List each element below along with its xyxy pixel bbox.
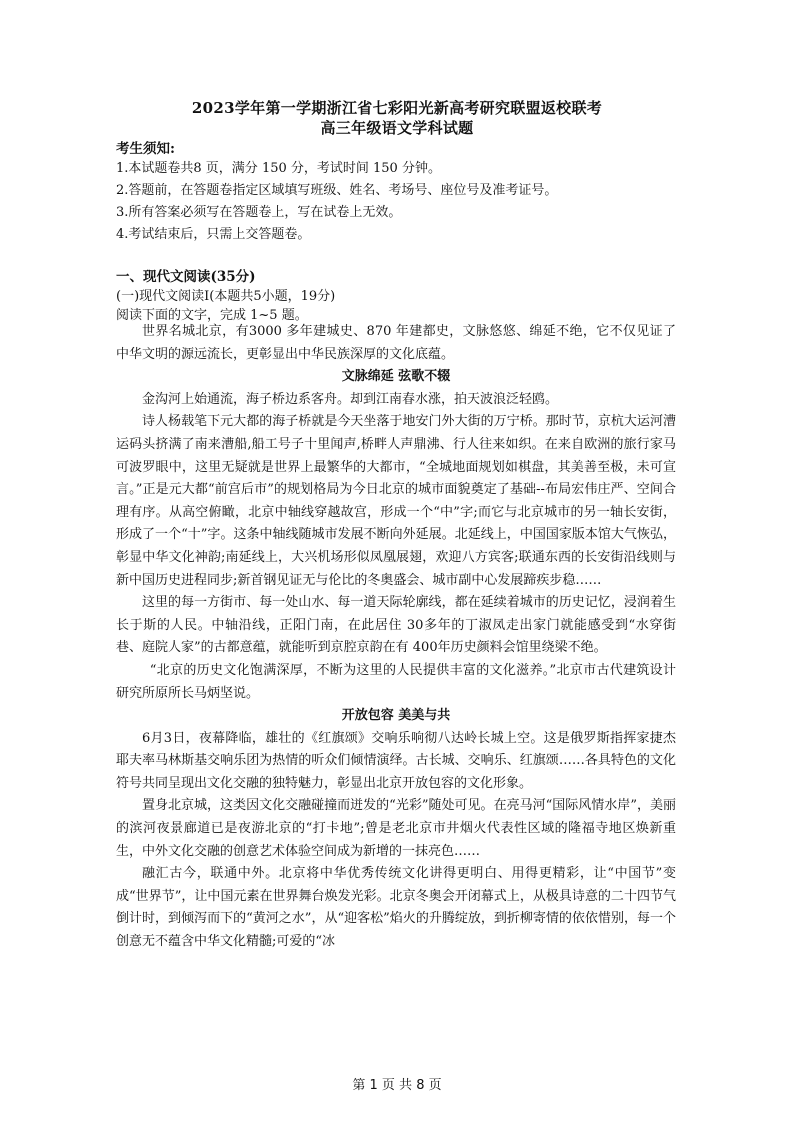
article-paragraph: 6月3日，夜幕降临，雄壮的《红旗颂》交响乐响彻八达岭长城上空。这是俄罗斯指挥家捷杰耶夫率马林斯基交响乐团为热情的听众们倾情演绎。古长城、交响乐、红旗颂……各具特色的文化符号共同呈现出文化交融的独特魅力，彰显出北京开放包容的文化形象。	[116, 730, 676, 791]
article-heading-2: 开放包容 美美与共	[341, 708, 451, 724]
notice-item: 3.所有答案必须写在答题卷上，写在试卷上无效。	[116, 205, 402, 220]
exam-title: 2023学年第一学期浙江省七彩阳光新高考研究联盟返校联考	[191, 99, 603, 117]
page-number: 第 1 页 共 8 页	[352, 1078, 442, 1093]
article-paragraph: 融汇古今，联通中外。北京将中华优秀传统文化讲得更明白、用得更精彩，让“中国节”变成“世界节”，让中国元素在世界舞台焕发光彩。北京冬奥会开闭幕式上，从极具诗意的二十四节气倒计时，到倾泻而下的“黄河之水”，从“迎客松”焰火的升腾绽放，到折柳寄情的依依惜别，每一个创意无不蕴含中华文化精髓;可爱的“冰	[116, 866, 676, 950]
exam-subtitle: 高三年级语文学科试题	[320, 119, 474, 137]
article-paragraph: “北京的历史文化饱满深厚，不断为这里的人民提供丰富的文化滋养。”北京市古代建筑设计研究所原所长马炳坚说。	[116, 662, 676, 701]
notice-item: 1.本试题卷共8 页，满分 150 分，考试时间 150 分钟。	[116, 161, 441, 176]
article-paragraph: 金沟河上始通流，海子桥边系客舟。却到江南春水涨，拍天波浪泛轻鸥。	[142, 391, 559, 407]
notice-item: 4.考试结束后，只需上交答题卷。	[116, 227, 311, 242]
article-paragraph: 诗人杨载笔下元大都的海子桥就是今天坐落于地安门外大街的万宁桥。那时节，京杭大运河漕运码头挤满了南来漕船,船工号子十里闻声,桥畔人声鼎沸、行人往来如织。在来自欧洲的旅行家马可波罗眼中，这里无疑就是世界上最繁华的大都市，“全城地面规划如棋盘，其美善至极，未可宣言。”正是元大都“前宫后市”的规划格局为今日北京的城市面貌奠定了基础--布局宏伟庄严、空间合理有序。从高空俯瞰，北京中轴线穿越故宫，形成一个“中”字;而它与北京城市的另一轴长安街，形成了一个“十”字。这条中轴线随城市发展不断向外延展。北延线上，中国国家版本馆大气恢弘，彰显中华文化神韵;南延线上，大兴机场形似凤凰展翅，欢迎八方宾客;联通东西的长安街沿线则与新中国历史进程同步;新首钢见证无与伦比的冬奥盛会、城市副中心发展蹄疾步稳……	[116, 414, 676, 588]
notice-item: 2.答题前，在答题卷指定区域填写班级、姓名、考场号、座位号及准考证号。	[116, 183, 558, 198]
section-title: 一、现代文阅读(35分)	[116, 269, 256, 285]
section-instruction: 阅读下面的文字，完成 1~5 题。	[116, 308, 308, 323]
article-body	[116, 321, 676, 954]
article-heading-1: 文脉绵延 弦歌不辍	[341, 369, 451, 385]
notice-heading: 考生须知:	[116, 141, 175, 157]
article-paragraph: 这里的每一方街市、每一处山水、每一道天际轮廓线，都在延续着城市的历史记忆，浸润着生长于斯的人民。中轴沿线，正阳门南，在此居住 30多年的丁淑凤走出家门就能感受到“水穿街巷、庭院人家”的古都意蕴，就能听到京腔京韵在有 400年历史颜料会馆里绕梁不绝。	[116, 595, 676, 656]
section-subtitle: (一)现代文阅读Ⅰ(本题共5小题，19分)	[116, 289, 336, 304]
article-intro: 世界名城北京，有3000 多年建城史、870 年建都史，文脉悠悠、绵延不绝，它不仅见证了中华文明的源远流长，更彰显出中华民族深厚的文化底蕴。	[116, 324, 676, 362]
article-paragraph: 置身北京城，这类因文化交融碰撞而迸发的“光彩”随处可见。在亮马河“国际风情水岸”，美丽的滨河夜景廊道已是夜游北京的“打卡地”;曾是老北京市井烟火代表性区域的隆福寺地区焕新重生，中外文化交融的创意艺术体验空间成为新增的一抹亮色……	[116, 798, 676, 859]
